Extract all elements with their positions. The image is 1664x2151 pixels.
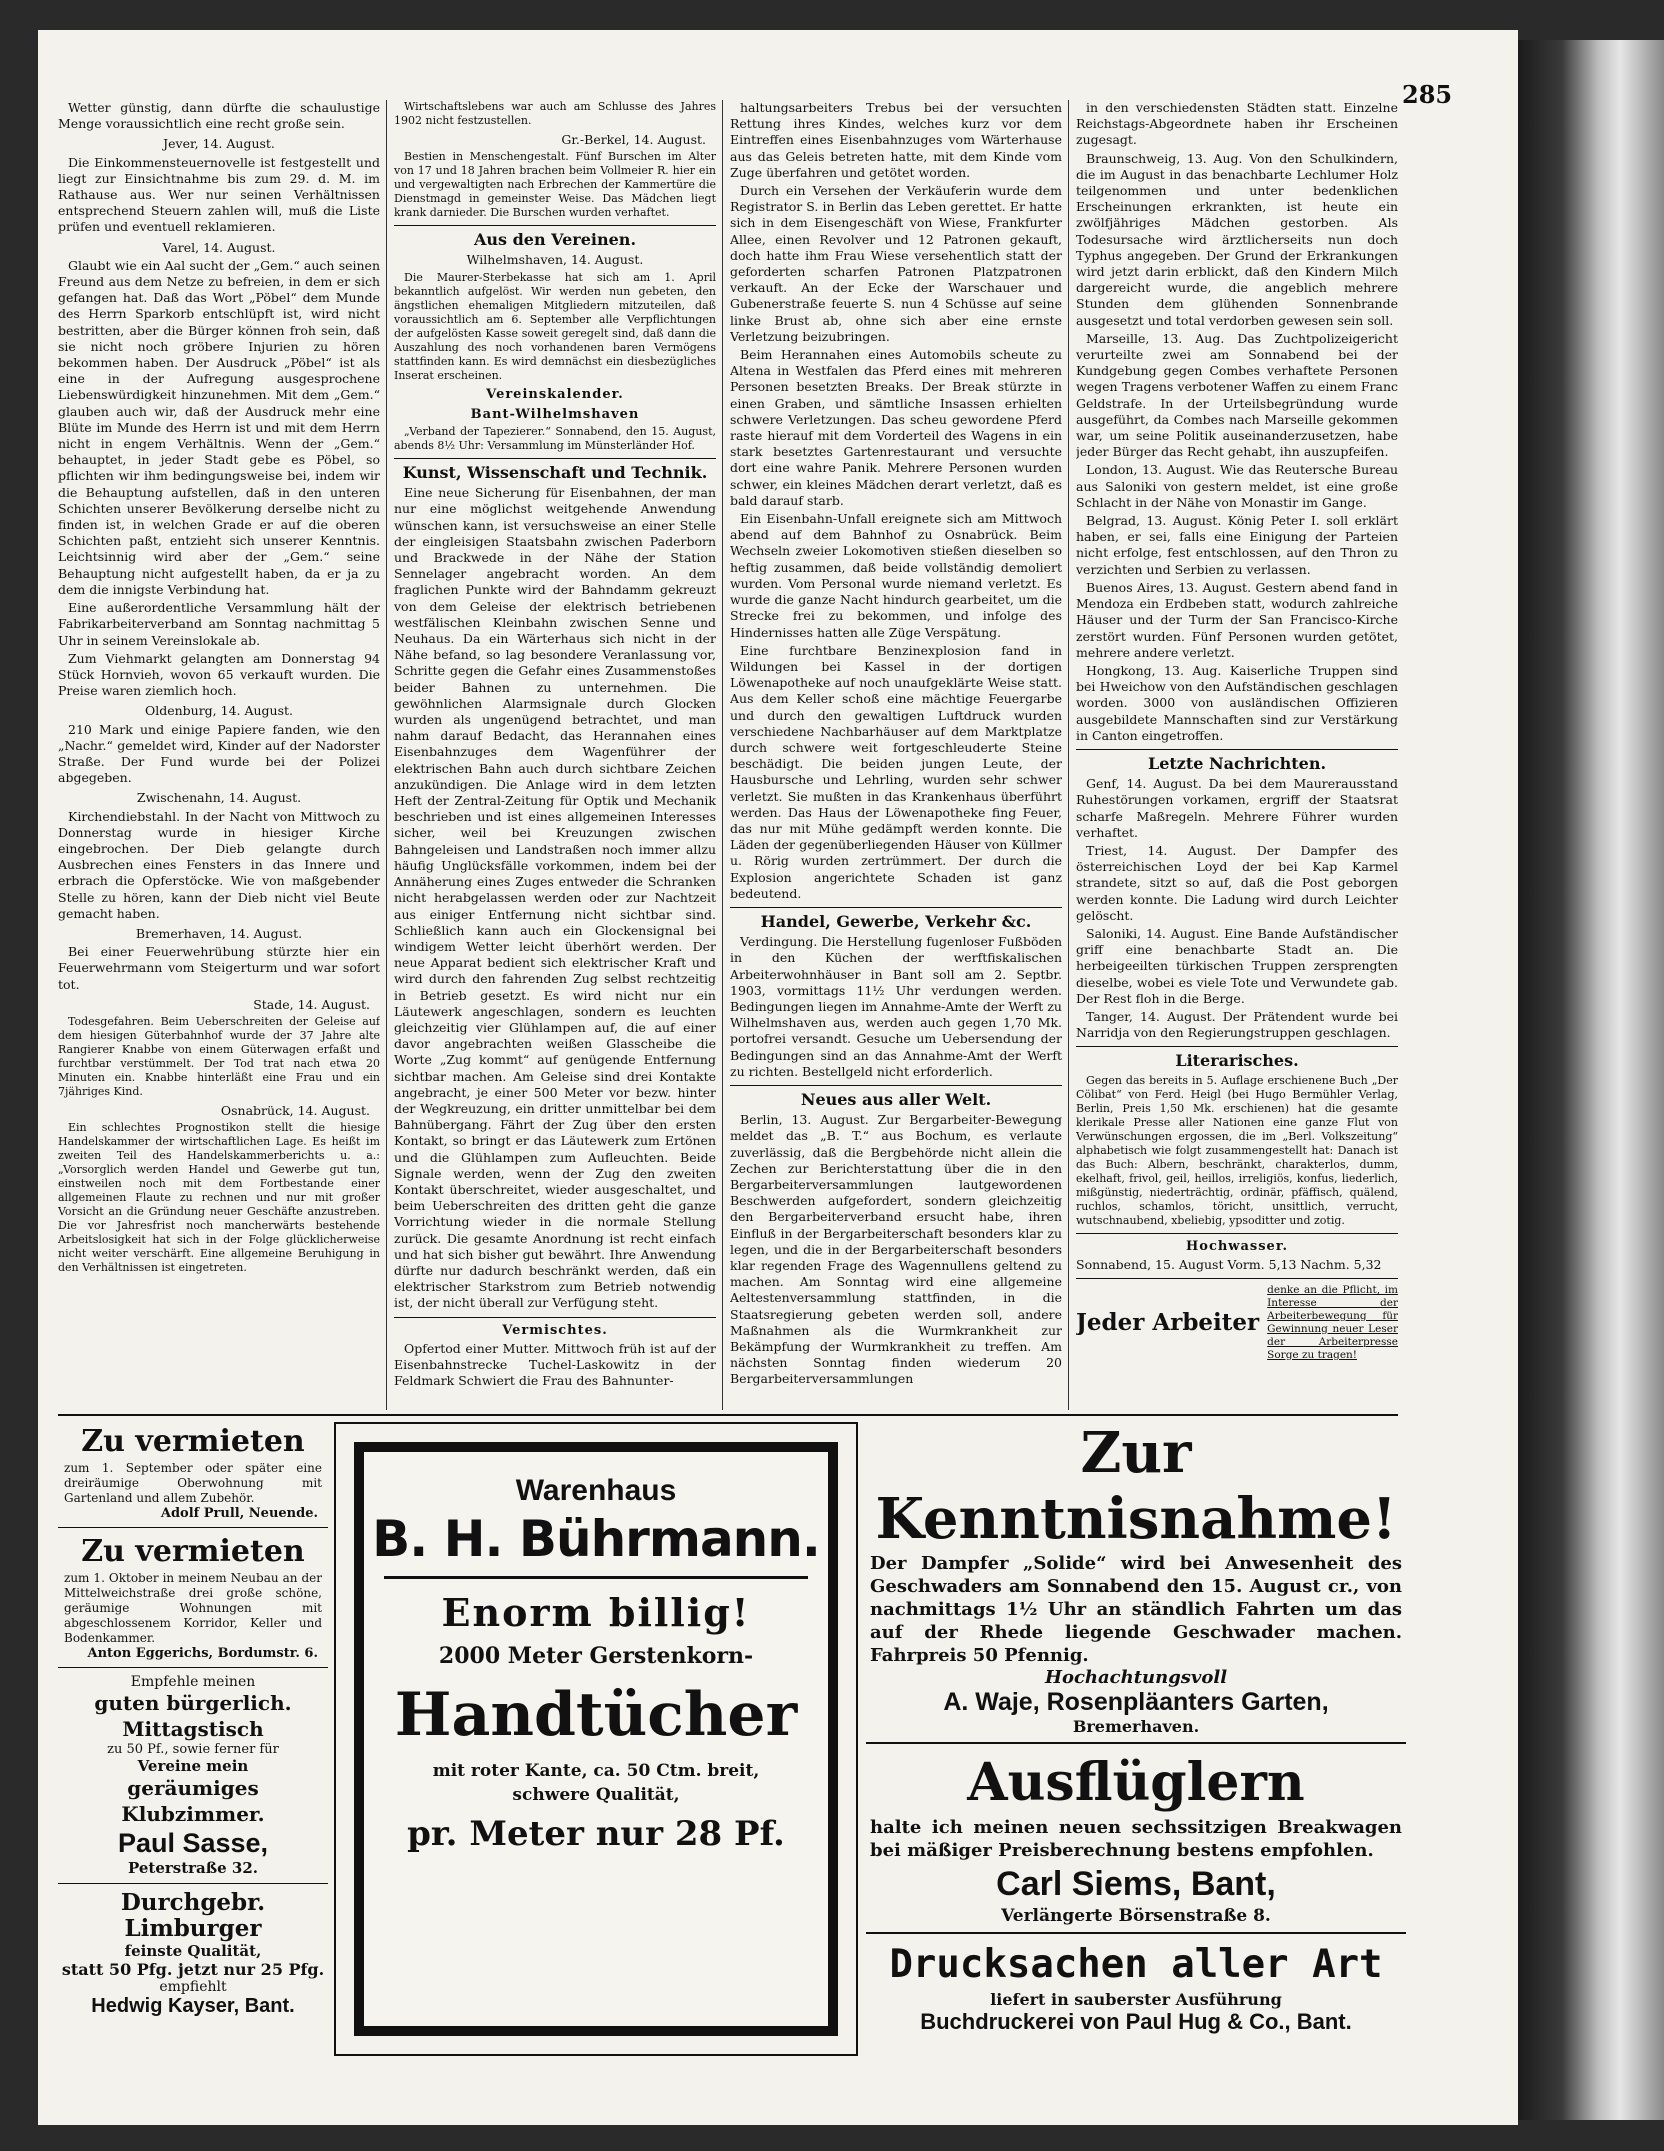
section-heading: Aus den Vereinen. — [473, 230, 637, 250]
book-binding — [1518, 40, 1664, 2120]
ad-line: mit roter Kante, ca. 50 Ctm. breit, — [432, 1761, 760, 1781]
subheading: Vereinskalender. — [486, 386, 624, 402]
paragraph: „Verband der Tapezierer.“ Sonnabend, den 15. August, abends 8½ Uhr: Versammlung im Münsterländer Hof. — [394, 425, 716, 453]
paragraph: Genf, 14. August. Da bei dem Maurerausstand Ruhestörungen vorkamen, ergriff der Staatsrat scharfe Maßregeln. Mehrere Führer wurden verhaftet. — [1076, 776, 1398, 840]
paragraph: Wetter günstig, dann dürfte die schaulustige Menge voraussichtlich eine recht große sein. — [58, 100, 380, 132]
section-rule — [730, 907, 1062, 908]
ad-heading: Drucksachen aller Art — [889, 1942, 1383, 1987]
ad-signature: Anton Eggerichs, Bordumstr. 6. — [87, 1646, 318, 1661]
ad-line: geräumiges Klubzimmer. — [121, 1776, 265, 1826]
paragraph: Beim Herannahen eines Automobils scheute zu Altena in Westfalen das Pferd eines mit mehreren Personen besetzten Breaks. Der Break stürzte in einen Graben, und sämtliche Insassen erhielten schwere Verletzungen. Das scheu gewordene Pferd raste hierauf mit dem Vorderteil des Wagens in ein stark besetztes Gartenrestaurant und versuchte dort eine wahre Panik. Mehrere Personen wurden schwer, ein kleines Mädchen derart verletzt, daß es bald darauf starb. — [730, 347, 1062, 508]
paragraph: Kirchendiebstahl. In der Nacht von Mittwoch zu Donnerstag wurde in hiesiger Kirche eingebrochen. Der Dieb gelangte durch Ausbrechen eines Fensters in das Innere und erbrach die Opferstöcke. Wie von maßgebender Stelle zu hören, kann der Dieb nicht viel Beute gemacht haben. — [58, 808, 380, 921]
paragraph: Todesgefahren. Beim Ueberschreiten der Geleise auf dem hiesigen Güterbahnhof wurde der 37 Jahre alte Rangierer Knabbe von einem Güterwagen erfaßt und furchtbar verstümmelt. Der Tod trat nach etwa 20 Minuten ein. Knabbe hinterläßt eine Frau und ein 7jähriges Kind. — [58, 1014, 380, 1098]
paragraph: Glaubt wie ein Aal sucht der „Gem.“ auch seinen Freund aus dem Netze zu befreien, in dem er sich gefangen hat. Daß das Wort „Pöbel“ dem Munde des Herrn Sparkorb entschlüpft ist, wird nicht bestritten, aber die Bürger können froh sein, daß sie nicht noch gröbere Injurien zu hören bekommen haben. Der Ausdruck „Pöbel“ ist als eine in der Aufregung ausgesprochene Liebenswürdigkeit hinzunehmen. Mit dem „Gem.“ glauben auch wir, daß der Ausdruck mehr eine Blüte im Munde des Herrn ist und mit dem Herrn nicht in engem Verhältnis. Wenn der „Gem.“ behauptet, in jeder Stadt gebe es Pöbel, so pflichten wir ihm bedingungsweise bei, indem wir die Behauptung aufstellen, daß in den unteren Schichten unserer Bevölkerung derselbe nicht zu finden ist, in welchen Grade er auf die oberen Schichten paßt, entzieht sich unserer Kenntnis. Leichtsinnig wird aber der „Gem.“ seine Behauptung nicht aufgestellt haben, da er ja zu dem die innigste Verbindung hat. — [58, 257, 380, 597]
ad-signature: Adolf Prull, Neuende. — [160, 1506, 318, 1521]
ad-line: empfiehlt — [159, 1979, 227, 1995]
ad-column-right — [866, 1420, 1406, 2060]
paragraph: Durch ein Versehen der Verkäuferin wurde dem Registrator S. in Berlin das Leben gerettet. Er hatte sich in dem Eisengeschäft von Wiese, Frankfurter Allee, einen Revolver und 12 Patronen gekauft, doch hatte ihm Frau Wiese versehentlich statt der geforderten scharfen Patronen Platzpatronen verkauft. An der Ecke der Warschauer und Gubenerstraße feuerte S. nun 4 Schüsse auf seine linke Brust ab, ohne sich aber eine ernste Verletzung beizubringen. — [730, 183, 1062, 344]
paragraph: Gegen das bereits in 5. Auflage erschienene Buch „Der Cölibat“ von Ferd. Heigl (bei Hugo Bermühler Verlag, Berlin, Preis 1,50 Mk. erschienen) hat die gesamte klerikale Presse aller Nationen eine ganze Flut von Verwünschungen ergossen, die im „Berl. Volkszeitung“ alphabetisch wie folgt zusammengestellt hat: Danach ist das Buch: Albern, beschränkt, charakterlos, dumm, ekelhaft, frivol, geil, heillos, irreligiös, konfus, liederlich, mißgünstig, niederträchtig, ordinär, pfäffisch, quälend, ruchlos, schamlos, töricht, unsittlich, verrucht, wutschnaubend, xbeliebig, ypsoditter und zotig. — [1076, 1073, 1398, 1227]
ad-line: Empfehle meinen — [130, 1674, 256, 1690]
ad-product: Handtücher — [394, 1680, 798, 1750]
ad-separator — [58, 1667, 328, 1668]
ad-signature: Carl Siems, Bant, — [996, 1865, 1276, 1903]
ad-separator — [58, 1527, 328, 1528]
ad-column-left — [58, 1420, 328, 2060]
paragraph: Bestien in Menschengestalt. Fünf Burschen im Alter von 17 und 18 Jahren brachen beim Vollmeier R. hier ein und vergewaltigten nach Erbrechen der Kammertüre die Dienstmagd in gemeinster Weise. Das Mädchen liegt krank darnieder. Die Burschen wurden verhaftet. — [394, 150, 716, 220]
ad-line: Enorm billig! — [441, 1590, 751, 1635]
section-rule — [394, 225, 716, 226]
paragraph: Ein Eisenbahn-Unfall ereignete sich am Mittwoch abend auf dem Bahnhof zu Osnabrück. Beim Wechseln zweier Lokomotiven stießen dieselben so heftig zusammen, daß beide vollständig demoliert wurden. Vom Personal wurde niemand verletzt. Es wurde die ganze Nacht hindurch gearbeitet, um die Strecke frei zu bekommen, und infolge des Hindernisses hatten alle Züge Verspätung. — [730, 511, 1062, 640]
paragraph: London, 13. August. Wie das Reutersche Bureau aus Saloniki von gestern meldet, ist eine große Schlacht in der Nähe von Monastir im Gange. — [1076, 462, 1398, 510]
section-rule — [394, 458, 716, 459]
ad-line: Durchgebr. Limburger — [120, 1889, 266, 1942]
ad-line: guten bürgerlich. Mittagstisch — [94, 1691, 292, 1741]
paragraph: Bei einer Feuerwehrübung stürzte hier ein Feuerwehrmann vom Steigerturm und war sofort tot. — [58, 944, 380, 992]
dateline: Oldenburg, 14. August. — [144, 703, 294, 719]
ad-warenhaus — [334, 1422, 858, 2056]
column-3 — [730, 100, 1062, 1410]
ad-separator — [866, 1932, 1406, 1934]
ad-line: statt 50 Pfg. jetzt nur 25 Pfg. — [61, 1960, 325, 1979]
ad-separator — [384, 1576, 808, 1579]
section-rule — [1076, 1046, 1398, 1047]
subheading: Hochwasser. — [1185, 1238, 1289, 1254]
ad-line: Vereine mein — [137, 1757, 249, 1775]
paragraph: Wirtschaftslebens war auch am Schlusse des Jahres 1902 nicht festzustellen. — [394, 100, 716, 127]
ad-line: feinste Qualität, — [124, 1942, 262, 1960]
dateline: Stade, 14. August. — [253, 996, 370, 1012]
ad-heading: Zur Kenntnisnahme! — [875, 1420, 1397, 1552]
section-heading: Letzte Nachrichten. — [1147, 753, 1327, 773]
ad-line: Hochachtungsvoll — [1044, 1667, 1228, 1688]
dateline: Jever, 14. August. — [163, 136, 275, 152]
reader-appeal-box — [1076, 1284, 1398, 1362]
paragraph: 210 Mark und einige Papiere fanden, wie den „Nachr.“ gemeldet wird, Kinder auf der Nadorster Straße. Der Fund wurde bei der Polizei abgegeben. — [58, 721, 380, 786]
column-1 — [58, 100, 380, 1410]
ad-signature: Buchdruckerei von Paul Hug & Co., Bant. — [920, 2009, 1352, 2034]
ad-heading: Zu vermieten — [81, 1534, 305, 1569]
column-divider — [722, 100, 723, 1410]
paragraph: Berlin, 13. August. Zur Bergarbeiter-Bewegung meldet das „B. T.“ aus Bochum, es verlaute zuverlässig, daß die Bergbehörde nicht allein die Zechen zur Berichterstattung über die in den Bergarbeiterversammlungen lautgewordenen Beschwerden aufgefordert, sondern gleichzeitig den Bergarbeiterverband ersucht habe, ihren Einfluß in der Bergarbeiterschaft besonders klar zu legen, und die in der Bergarbeiterschaft besonders klar regenden Frage des Wagennullens geltend zu machen. Am Sonntag wird eine allgemeine Aeltestenversammlung stattfinden, in die Staatsregierung gebeten werden soll, andere Maßnahmen als die Wurmkrankheit zur Bekämpfung der Wurmkrankheit zu treffen. Am nächsten Sonntag finden wiederum 20 Bergarbeiterversammlungen — [730, 1112, 1062, 1387]
subheading: Vermischtes. — [502, 1322, 608, 1338]
ad-price: pr. Meter nur 28 Pf. — [407, 1814, 785, 1854]
paragraph: Ein schlechtes Prognostikon stellt die hiesige Handelskammer der wirtschaftlichen Lage. Es heißt im zweiten Teil des Handelskammerberichts u. a.: „Vorsorglich werden Handel und Gewerbe gut tun, einstweilen noch mit dem Fortbestande einer allgemeinen Flaute zu rechnen und nur mit großer Vorsicht an die Gründung neuer Geschäfte anzustreben. Die vor Jahresfrist noch mancherwärts bestehende Arbeitslosigkeit hat sich in der Folge glücklicherweise nicht weiter verschärft. Eine allgemeine Beruhigung in den Verhältnissen ist eingetreten. — [58, 1121, 380, 1275]
paragraph: Saloniki, 14. August. Eine Bande Aufständischer griff eine benachbarte Stadt an. Die herbeigeeilten türkischen Truppen zersprengten dieselbe, wobei es viele Tote und Verwundete gab. Der Rest floh in die Berge. — [1076, 925, 1398, 1006]
paragraph: Eine neue Sicherung für Eisenbahnen, der man nur eine möglichst weitgehende Anwendung wünschen kann, ist versuchsweise an einer Stelle der eingleisigen Staatsbahn zwischen Paderborn und Brackwede in der Nähe der Station Sennelager angebracht worden. An dem fraglichen Punkte wird der Bahndamm gekreuzt von dem Geleise der elektrisch betriebenen westfälischen Kleinbahn zwischen Senne und Neuhaus. Da ein Wärterhaus sich nicht in der Nähe befand, so lag besondere Veranlassung vor, Schritte gegen die Gefahr eines Zusammenstoßes beider Bahnen zu unternehmen. Die gewöhnlichen Alarmsignale durch Glocken wurden als ungenügend betrachtet, und man nahm darauf Bedacht, das Herannahen eines Eisenbahnzuges dem Wagenführer der elektrischen Bahn auch durch sichtbare Zeichen anzukündigen. Die Anlage wird in dem letzten Heft der Zentral-Zeitung für Optik und Mechanik beschrieben und ist eines allgemeinen Interesses sicher, weil bei Kreuzungen zwischen Bahngeleisen und Landstraßen noch immer allzu häufig Unglücksfälle vorkommen, indem bei der Annäherung eines Zuges entweder die Schranken nicht herabgelassen werden oder zur Nachtzeit aus einiger Entfernung nicht sichtbar sind. Schließlich kann auch ein Glockensignal bei windigem Wetter leicht überhört werden. Der neue Apparat bedient sich elektrischer Kraft und wird durch den fahrenden Zug selbst rechtzeitig in Betrieb gesetzt. Es wird nicht nur ein Läutewerk angeschlagen, sondern es leuchten gleichzeitig vier Glühlampen auf, die auf einer davor angebrachten weißen Glasscheibe die Worte „Zug kommt“ auf genügende Entfernung sichtbar machen. Am Geleise sind drei Kontakte angebracht, je einer 500 Meter vor bezw. hinter der Wegkreuzung, ein dritter unmittelbar bei dem Bahnübergang. Fährt der Zug über den ersten Kontakt, so bringt er das Läutewerk zum Ertönen und die Glühlampen zum Aufleuchten. Beide Signale werden, wenn der Zug den zweiten Kontakt überschreitet, wieder ausgeschaltet, und beim Ueberschreiten des dritten geht die ganze Vorrichtung wieder in die normale Stellung zurück. Die gesamte Anordnung ist recht einfach und hat sich bisher gut bewährt. Ihre Anwendung dürfte nur dadurch beschränkt werden, daß ein elektrischer Starkstrom zum Betrieb notwendig ist, der nicht überall zur Verfügung steht. — [394, 485, 716, 1311]
paragraph: Hongkong, 13. Aug. Kaiserliche Truppen sind bei Hweichow von den Aufständischen geschlagen worden. 3000 von ausländischen Offizieren ausgebildete Mannschaften sind zur Verstärkung in Canton eingetroffen. — [1076, 662, 1398, 743]
section-rule — [394, 1317, 716, 1318]
dateline: Zwischenahn, 14. August. — [136, 790, 302, 806]
paragraph: Verdingung. Die Herstellung fugenloser Fußböden in den Küchen der werftfiskalischen Arbeiterwohnhäuser in Bant soll am 2. Septbr. 1903, vormittags 11½ Uhr verdungen werden. Bedingungen liegen im Annahme-Amte der Werft zu Wilhelmshaven aus, werden auch gegen 1,70 Mk. portofrei versandt. Gesuche um Uebersendung der Bedingungen sind an das Annahme-Amt der Werft zu richten. Bestellgeld nicht erforderlich. — [730, 934, 1062, 1079]
section-rule — [1076, 1233, 1398, 1234]
ad-store-name: B. H. Bührmann. — [372, 1510, 820, 1568]
paragraph: Belgrad, 13. August. König Peter I. soll erklärt haben, er sei, falls eine Einigung der Parteien nicht erfolge, fest entschlossen, auf den Thron zu verzichten und Serbien zu verlassen. — [1076, 513, 1398, 577]
section-rule — [1076, 1278, 1398, 1279]
dateline: Varel, 14. August. — [162, 239, 276, 255]
ad-text: halte ich meinen neuen sechssitzigen Breakwagen bei mäßiger Preisberechnung bestens empfohlen. — [870, 1817, 1402, 1861]
ad-line: Verlängerte Börsenstraße 8. — [1001, 1906, 1271, 1926]
paragraph: Sonnabend, 15. August Vorm. 5,13 Nachm. 5,32 — [1076, 1256, 1382, 1272]
appeal-title: Jeder Arbeiter — [1076, 1308, 1260, 1336]
ad-separator — [866, 1742, 1406, 1744]
ad-name: Paul Sasse, — [117, 1828, 269, 1858]
paragraph: Opfertod einer Mutter. Mittwoch früh ist auf der Eisenbahnstrecke Tuchel-Laskowitz in der Feldmark Schwiert die Frau des Bahnunter- — [394, 1340, 716, 1389]
paragraph: Zum Viehmarkt gelangten am Donnerstag 94 Stück Hornvieh, wovon 65 verkauft wurden. Die Preise waren ziemlich hoch. — [58, 650, 380, 699]
ads-divider — [58, 1414, 1398, 1416]
subheading: Bant-Wilhelmshaven — [470, 406, 640, 422]
column-divider — [1068, 100, 1069, 1410]
section-heading: Literarisches. — [1175, 1051, 1299, 1071]
dateline: Bremerhaven, 14. August. — [135, 925, 303, 941]
ad-heading: Zu vermieten — [81, 1424, 305, 1459]
ad-text: zum 1. Oktober in meinem Neubau an der Mittelweichstraße drei große schöne, geräumige Wohnungen mit abgeschlossenem Korridor, Keller und Bodenkammer. — [64, 1571, 322, 1645]
paragraph: Triest, 14. August. Der Dampfer des österreichischen Loyd der bei Kap Karmel strandete, sitzt so auf, daß die Post geborgen werden konnte. Die Ladung wird durch Leichter gelöscht. — [1076, 842, 1398, 923]
ad-line: 2000 Meter Gerstenkorn- — [438, 1643, 754, 1669]
dateline: Wilhelmshaven, 14. August. — [466, 252, 644, 268]
paragraph: Marseille, 13. Aug. Das Zuchtpolizeigericht verurteilte zwei am Sonnabend bei der Kundgebung gegen Combes verhaftete Personen wegen Tragens verbotener Waffen zu einem Franc Geldstrafe. In der Urteilsbegründung wurde ausgeführt, da Combes nach Marseille gekommen war, um seine Politik auseinanderzusetzen, habe jeder Bürger das Recht gehabt, ihn auszupfeifen. — [1076, 330, 1398, 460]
column-divider — [386, 100, 387, 1410]
section-heading: Neues aus aller Welt. — [800, 1089, 992, 1109]
column-2 — [394, 100, 716, 1410]
paragraph: Die Maurer-Sterbekasse hat sich am 1. April bekanntlich aufgelöst. Wir werden nun gebeten, den ängstlichen ehemaligen Mitgliedern mitzuteilen, daß voraussichtlich am 6. September alle Verpflichtungen der aufgelösten Kasse soweit geregelt sind, daß dann die Auszahlung des noch vorhandenen baren Vermögens stattfinden kann. Es wird demnächst ein diesbezügliches Inserat erscheinen. — [394, 270, 716, 382]
ad-text: zum 1. September oder später eine dreiräumige Oberwohnung mit Gartenland und allem Zubehör. — [64, 1461, 322, 1505]
appeal-text: denke an die Pflicht, im Interesse der Arbeiterbewegung für Gewinnung neuer Leser der Arbeiterpresse Sorge zu tragen! — [1267, 1283, 1398, 1361]
ad-separator — [58, 1883, 328, 1884]
paragraph: Die Einkommensteuernovelle ist festgestellt und liegt zur Einsichtnahme bis zum 29. d. M. im Rathause aus. Wer nur seinen Verhältnissen entsprechend Steuern zahlen will, muß die Liste prüfen und eventuell reklamieren. — [58, 154, 380, 235]
column-4 — [1076, 100, 1398, 1410]
dateline: Gr.-Berkel, 14. August. — [561, 132, 706, 147]
ad-line: liefert in sauberster Ausführung — [990, 1990, 1282, 2009]
ad-line: zu 50 Pf., sowie ferner für — [107, 1742, 279, 1757]
section-rule — [1076, 749, 1398, 750]
paragraph: Eine außerordentliche Versammlung hält der Fabrikarbeiterverband am Sonntag nachmittag 5 Uhr in seinem Vereinslokale ab. — [58, 600, 380, 648]
paragraph: Eine furchtbare Benzinexplosion fand in Wildungen bei Kassel in der dortigen Löwenapotheke auf noch unaufgeklärte Weise statt. Aus dem Keller schoß eine mächtige Feuergarbe und durch den gewaltigen Luftdruck wurden verschiedene Nachbarhäuser auf dem Marktplatze durch schwere weit fortgeschleuderte Steine beschädigt. Die beiden jungen Leute, der Hausbursche und Lehrling, wurden sehr schwer verletzt. Sie mußten in das Krankenhaus überführt werden. Das Haus der Löwenapotheke fing Feuer, das nur mit Mühe gedämpft werden konnte. Die Läden der gegenüberliegenden Häuser von Küllmer u. Rörig wurden zertrümmert. Der durch die Explosion angerichtete Schaden ist ganz bedeutend. — [730, 642, 1062, 901]
ad-frame — [354, 1442, 838, 2036]
paragraph: haltungsarbeiters Trebus bei der versuchten Rettung ihres Kindes, welches kurz vor dem Eintreffen eines Eisenbahnzuges vom Wärterhause aus das Geleis betreten hatte, mit dem Kinde vom Zuge überfahren und getötet worden. — [730, 100, 1062, 180]
paragraph: Braunschweig, 13. Aug. Von den Schulkindern, die im August in das benachbarte Lechlumer Holz teilgenommen und unter bedenklichen Erscheinungen erkrankten, ist heute ein zwölfjähriges Mädchen gestorben. Als Todesursache wird ärztlicherseits nun doch Typhus angegeben. Der Grund der Erkrankungen wird jetzt darin erblickt, daß den Kindern Milch dargereicht wurde, die angeblich mehrere Stunden dem glühenden Sonnenbrande ausgesetzt und total verdorben gewesen sein soll. — [1076, 150, 1398, 328]
dateline: Osnabrück, 14. August. — [220, 1102, 370, 1118]
ad-name: Hedwig Kayser, Bant. — [91, 1995, 295, 2017]
section-heading: Handel, Gewerbe, Verkehr &c. — [760, 911, 1032, 931]
paragraph: Buenos Aires, 13. August. Gestern abend fand in Mendoza ein Erdbeben statt, wodurch zahlreiche Häuser und der Turm der San Francisco-Kirche zerstört wurden. Fünf Personen wurden getötet, mehrere andere verletzt. — [1076, 579, 1398, 660]
page-number: 285 — [1402, 80, 1453, 109]
ad-heading: Ausflüglern — [967, 1752, 1305, 1813]
paragraph: in den verschiedensten Städten statt. Einzelne Reichstags-Abgeordnete haben ihr Erscheinen zugesagt. — [1076, 100, 1398, 148]
section-rule — [730, 1085, 1062, 1086]
ad-line: Bremerhaven. — [1072, 1717, 1200, 1736]
ad-line: schwere Qualität, — [512, 1785, 680, 1805]
section-heading: Kunst, Wissenschaft und Technik. — [402, 463, 708, 483]
ad-line: Warenhaus — [515, 1474, 677, 1507]
ad-signature: A. Waje, Rosenpläanters Garten, — [943, 1688, 1329, 1716]
ad-line: Peterstraße 32. — [127, 1859, 259, 1877]
paragraph: Tanger, 14. August. Der Prätendent wurde bei Narridja von den Regierungstruppen geschlagen. — [1076, 1008, 1398, 1041]
ad-text: Der Dampfer „Solide“ wird bei Anwesenheit des Geschwaders am Sonnabend den 15. August cr., von nachmittags 1½ Uhr an ständlich Fahrten um das auf der Rhede liegende Geschwader machen. Fahrpreis 50 Pfennig. — [870, 1553, 1402, 1666]
